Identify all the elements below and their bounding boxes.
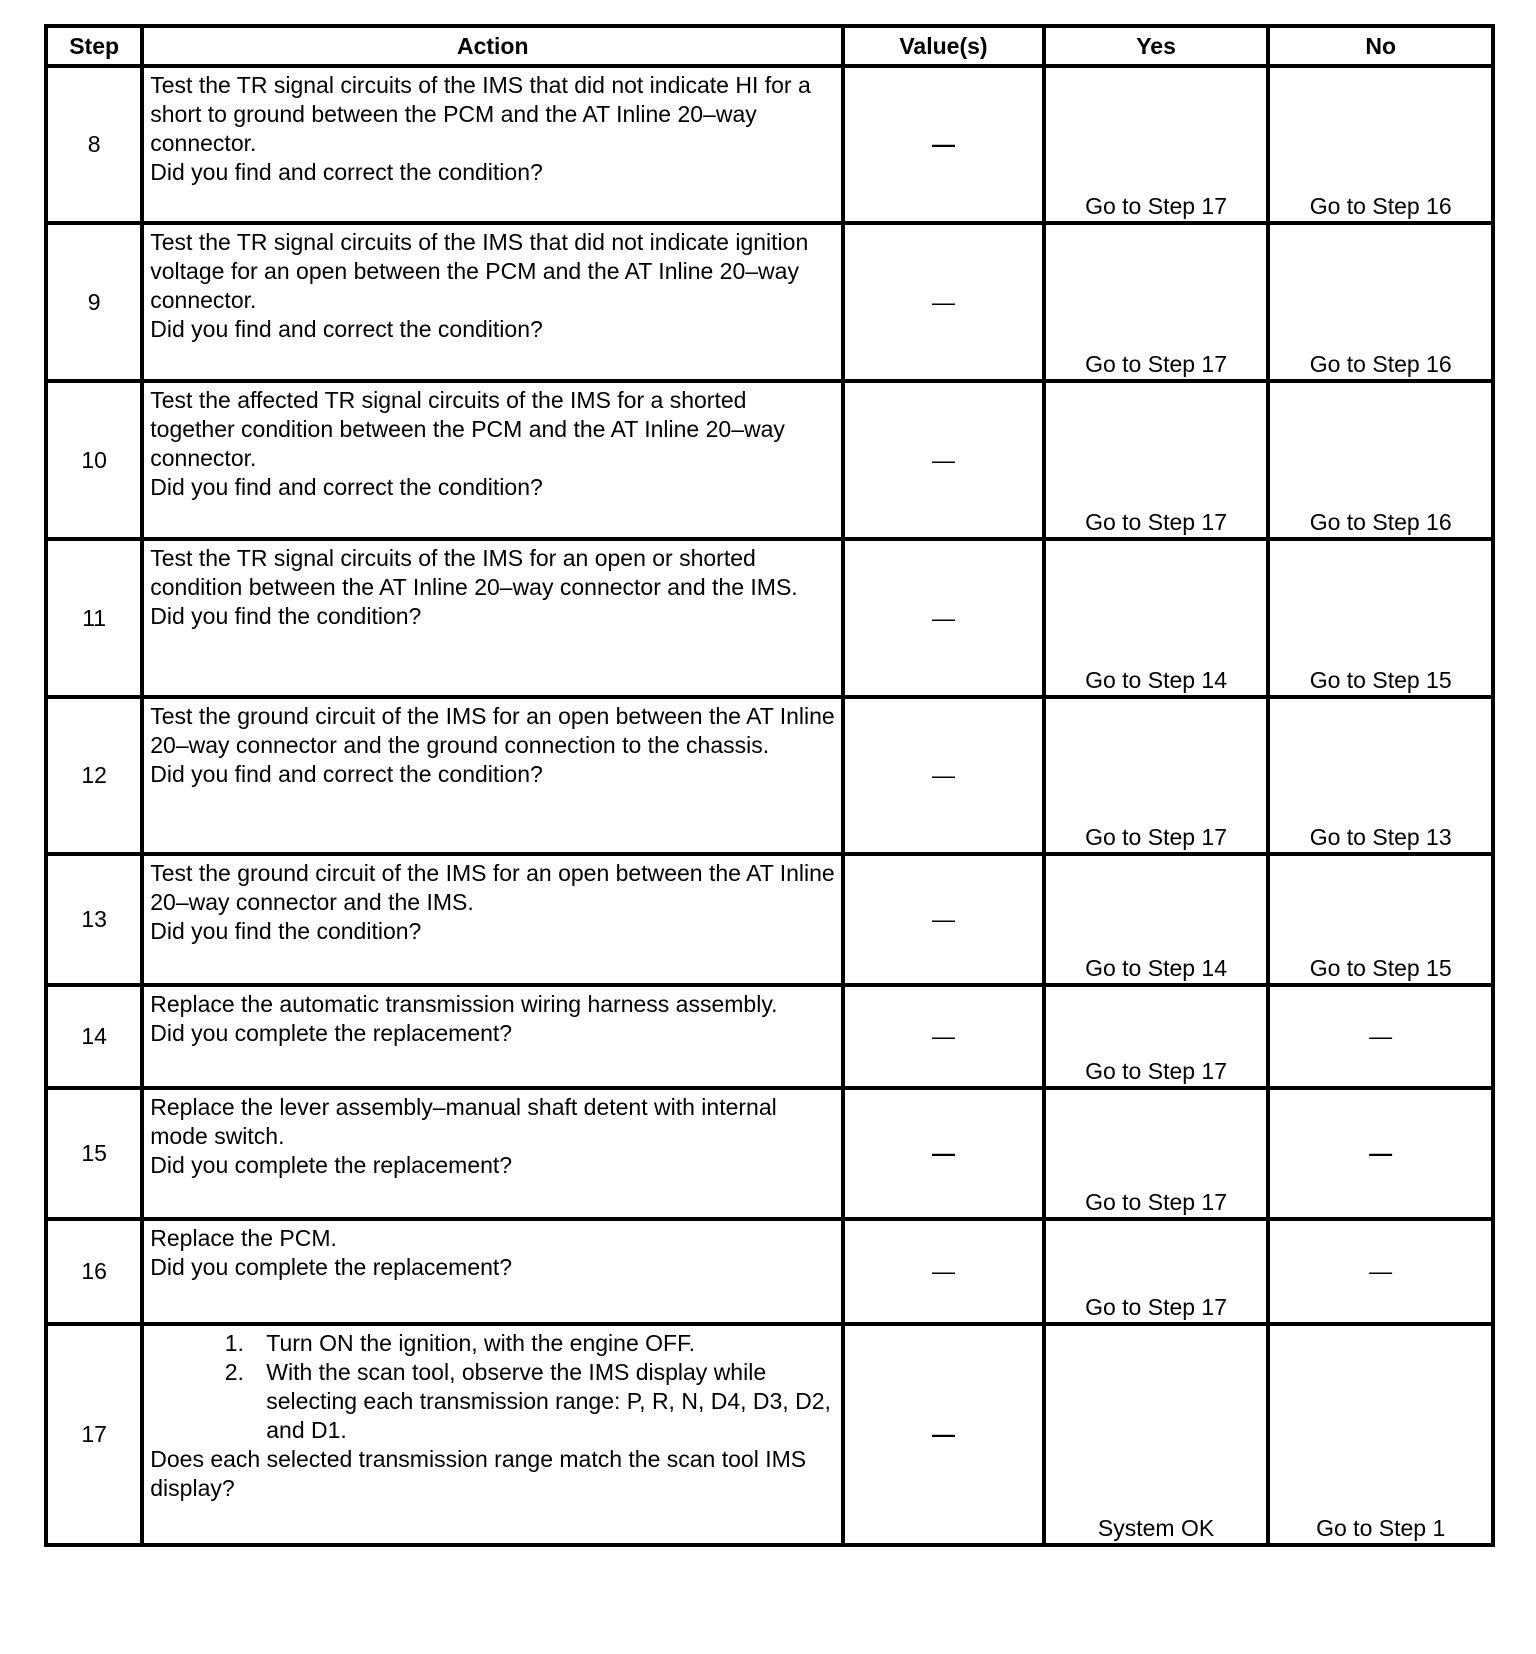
- action-text: Replace the automatic transmission wiring harness assembly.: [150, 991, 778, 1017]
- yes-cell: System OK: [1044, 1324, 1269, 1545]
- header-row: [46, 26, 1493, 66]
- action-question: Did you complete the replacement?: [150, 1152, 513, 1178]
- procedure-step: 1. Turn ON the ignition, with the engine OFF.: [250, 1329, 835, 1358]
- value-cell: —: [843, 1088, 1044, 1219]
- no-cell: Go to Step 16: [1268, 381, 1493, 539]
- action-cell: [142, 1324, 843, 1545]
- value-cell: —: [843, 223, 1044, 381]
- yes-cell: Go to Step 17: [1044, 66, 1269, 223]
- step-number: 12: [46, 697, 142, 854]
- procedure-list: [150, 1329, 835, 1445]
- value-cell: —: [843, 539, 1044, 697]
- table-row: [46, 854, 1493, 985]
- yes-cell: Go to Step 17: [1044, 381, 1269, 539]
- diagnostic-table: [44, 24, 1495, 1547]
- yes-cell: Go to Step 14: [1044, 539, 1269, 697]
- table-row: [46, 697, 1493, 854]
- table-row: [46, 223, 1493, 381]
- yes-cell: Go to Step 17: [1044, 697, 1269, 854]
- action-text: Replace the PCM.: [150, 1225, 337, 1251]
- value-cell: —: [843, 1324, 1044, 1545]
- value-cell: —: [843, 1219, 1044, 1324]
- no-cell: Go to Step 13: [1268, 697, 1493, 854]
- no-cell: Go to Step 15: [1268, 854, 1493, 985]
- step-number: 11: [46, 539, 142, 697]
- table-row: [46, 539, 1493, 697]
- table-row: [46, 985, 1493, 1088]
- yes-cell: Go to Step 17: [1044, 1088, 1269, 1219]
- action-cell: [142, 381, 843, 539]
- no-cell: —: [1268, 1088, 1493, 1219]
- action-question: Did you complete the replacement?: [150, 1020, 513, 1046]
- action-question: Did you find and correct the condition?: [150, 159, 543, 185]
- action-question: Did you find the condition?: [150, 603, 422, 629]
- step-number: 9: [46, 223, 142, 381]
- action-text: Test the ground circuit of the IMS for an open between the AT Inline 20–way connector and the IMS.: [150, 860, 835, 915]
- action-cell: [142, 985, 843, 1088]
- header-no: No: [1268, 26, 1493, 66]
- header-yes: Yes: [1044, 26, 1269, 66]
- table-row: [46, 1088, 1493, 1219]
- action-text: Test the TR signal circuits of the IMS that did not indicate HI for a short to ground between the PCM and the AT Inline 20–way connector.: [150, 72, 811, 156]
- step-number: 13: [46, 854, 142, 985]
- action-question: Does each selected transmission range match the scan tool IMS display?: [150, 1446, 807, 1501]
- no-cell: Go to Step 15: [1268, 539, 1493, 697]
- no-cell: —: [1268, 1219, 1493, 1324]
- table-row: [46, 381, 1493, 539]
- value-cell: —: [843, 66, 1044, 223]
- value-cell: —: [843, 697, 1044, 854]
- step-number: 16: [46, 1219, 142, 1324]
- no-cell: —: [1268, 985, 1493, 1088]
- step-number: 14: [46, 985, 142, 1088]
- action-cell: [142, 854, 843, 985]
- action-text: Test the TR signal circuits of the IMS that did not indicate ignition voltage for an open between the PCM and the AT Inline 20–way connector.: [150, 229, 809, 313]
- no-cell: Go to Step 16: [1268, 223, 1493, 381]
- header-values: Value(s): [843, 26, 1044, 66]
- action-text: Test the affected TR signal circuits of the IMS for a shorted together condition between the PCM and the AT Inline 20–way connector.: [150, 387, 785, 471]
- action-question: Did you find and correct the condition?: [150, 474, 543, 500]
- action-cell: [142, 1219, 843, 1324]
- step-number: 17: [46, 1324, 142, 1545]
- action-cell: [142, 223, 843, 381]
- action-text: Replace the lever assembly–manual shaft detent with internal mode switch.: [150, 1094, 777, 1149]
- value-cell: —: [843, 985, 1044, 1088]
- step-number: 15: [46, 1088, 142, 1219]
- table-row: [46, 1324, 1493, 1545]
- action-question: Did you find the condition?: [150, 918, 422, 944]
- action-question: Did you find and correct the condition?: [150, 761, 543, 787]
- procedure-step: 2. With the scan tool, observe the IMS display while selecting each transmission range: P, R, N, D4, D3, D2, and D1.: [250, 1358, 835, 1445]
- no-cell: Go to Step 16: [1268, 66, 1493, 223]
- yes-cell: Go to Step 17: [1044, 1219, 1269, 1324]
- action-cell: [142, 1088, 843, 1219]
- action-cell: [142, 697, 843, 854]
- table-row: [46, 66, 1493, 223]
- action-question: Did you complete the replacement?: [150, 1254, 513, 1280]
- yes-cell: Go to Step 17: [1044, 985, 1269, 1088]
- header-step: Step: [46, 26, 142, 66]
- value-cell: —: [843, 381, 1044, 539]
- header-action: Action: [142, 26, 843, 66]
- action-question: Did you find and correct the condition?: [150, 316, 543, 342]
- yes-cell: Go to Step 14: [1044, 854, 1269, 985]
- no-cell: Go to Step 1: [1268, 1324, 1493, 1545]
- table-row: [46, 1219, 1493, 1324]
- step-number: 8: [46, 66, 142, 223]
- yes-cell: Go to Step 17: [1044, 223, 1269, 381]
- step-number: 10: [46, 381, 142, 539]
- action-text: Test the ground circuit of the IMS for an open between the AT Inline 20–way connector and the ground connection to the chassis.: [150, 703, 835, 758]
- action-cell: [142, 66, 843, 223]
- action-text: Test the TR signal circuits of the IMS for an open or shorted condition between the AT Inline 20–way connector and the IMS.: [150, 545, 798, 600]
- value-cell: —: [843, 854, 1044, 985]
- action-cell: [142, 539, 843, 697]
